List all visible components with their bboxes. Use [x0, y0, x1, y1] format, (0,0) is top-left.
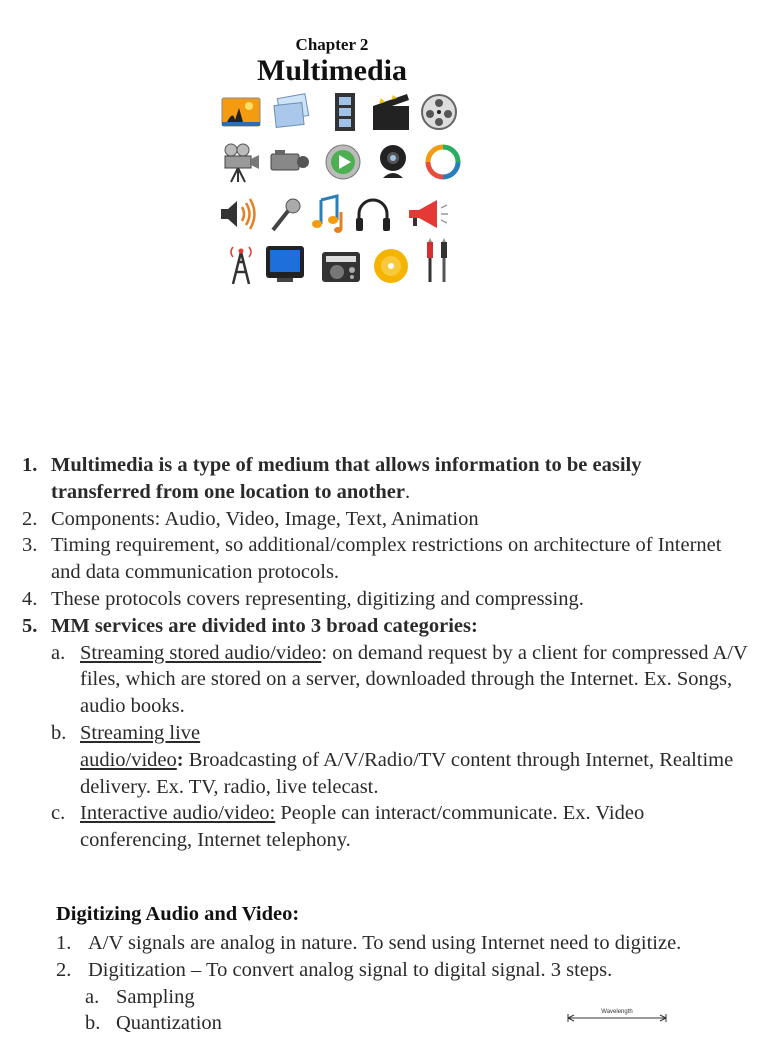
megaphone-icon: [405, 192, 449, 236]
multimedia-icon-grid: [217, 88, 463, 288]
streaming-live-term-cont: audio/video: [80, 748, 177, 771]
timing-text: Timing requirement, so additional/complex restrictions on architecture of Internet and data communication protocols.: [51, 534, 722, 584]
list-number: 1.: [22, 454, 38, 476]
clapperboard-icon: [369, 90, 413, 134]
analog-text: A/V signals are analog in nature. To send using Internet need to digitize.: [88, 932, 682, 954]
multimedia-points-list: [0, 452, 768, 854]
microphone-icon: [265, 192, 309, 236]
list-item: b. Streaming live audio/video: Broadcasting of A/V/Radio/TV content through Internet, Realtime delivery. Ex. TV, radio, live telecast.: [51, 721, 734, 798]
pictures-icon: [269, 90, 313, 134]
components-text: Components: Audio, Video, Image, Text, Animation: [51, 507, 479, 530]
movie-camera-icon: [219, 140, 263, 184]
list-item: 1. A/V signals are analog in nature. To send using Internet need to digitize.: [0, 930, 768, 957]
list-item: 2. Components: Audio, Video, Image, Text, Animation: [0, 506, 768, 533]
page-title: Multimedia: [257, 54, 407, 87]
camcorder-icon: [267, 140, 311, 184]
list-item: 2. Digitization – To convert analog signal to digital signal. 3 steps.: [0, 957, 768, 984]
list-item: 4. These protocols covers representing, digitizing and compressing.: [0, 586, 768, 613]
quantization-text: Quantization: [116, 1012, 222, 1035]
sampling-text: Sampling: [116, 985, 195, 1008]
section-heading: Digitizing Audio and Video:: [56, 903, 300, 925]
film-strip-icon: [323, 90, 367, 134]
list-item: a. Streaming stored audio/video: on demand request by a client for compressed A/V files, which are stored on a server, downloaded through the Internet. Ex. Songs, audio books.: [51, 641, 748, 718]
wavelength-label: Wavelength: [601, 1009, 633, 1015]
list-item: a. Sampling: [0, 984, 768, 1011]
cd-icon: [369, 242, 413, 286]
audio-cable-icon: [415, 238, 459, 282]
digitization-text: Digitization – To convert analog signal to digital signal. 3 steps.: [88, 958, 613, 981]
wavelength-figure: [520, 1004, 690, 1024]
radio-icon: [319, 242, 363, 286]
film-reel-icon: [417, 90, 461, 134]
list-item: 1. Multimedia is a type of medium that allows information to be easily transferred from one location to another.: [22, 454, 642, 503]
list-item: 5. MM services are divided into 3 broad categories:: [0, 613, 768, 640]
categories-heading: MM services are divided into 3 broad categories:: [51, 614, 478, 637]
list-item: c. Interactive audio/video: People can interact/communicate. Ex. Video conferencing, Internet telephony.: [51, 802, 645, 852]
speaker-icon: [217, 192, 261, 236]
tv-icon: [263, 242, 307, 286]
interactive-term: Interactive audio/video:: [80, 802, 276, 825]
sync-icon: [421, 140, 465, 184]
music-notes-icon: [307, 192, 351, 236]
streaming-live-term: Streaming live: [80, 721, 201, 744]
multimedia-definition: Multimedia is a type of medium that allows information to be easily transferred from one location to another: [51, 454, 642, 503]
protocols-text: These protocols covers representing, digitizing and compressing.: [51, 587, 584, 610]
list-item: 3. Timing requirement, so additional/complex restrictions on architecture of Internet and data communication protocols.: [0, 532, 768, 586]
antenna-tower-icon: [219, 242, 263, 286]
photo-icon: [219, 90, 263, 134]
webcam-icon: [371, 140, 415, 184]
headphones-icon: [351, 192, 395, 236]
play-button-icon: [321, 140, 365, 184]
chapter-label: Chapter 2: [295, 35, 369, 54]
list-item: b. Quantization: [0, 1010, 768, 1037]
streaming-stored-term: Streaming stored audio/video: [80, 641, 322, 664]
